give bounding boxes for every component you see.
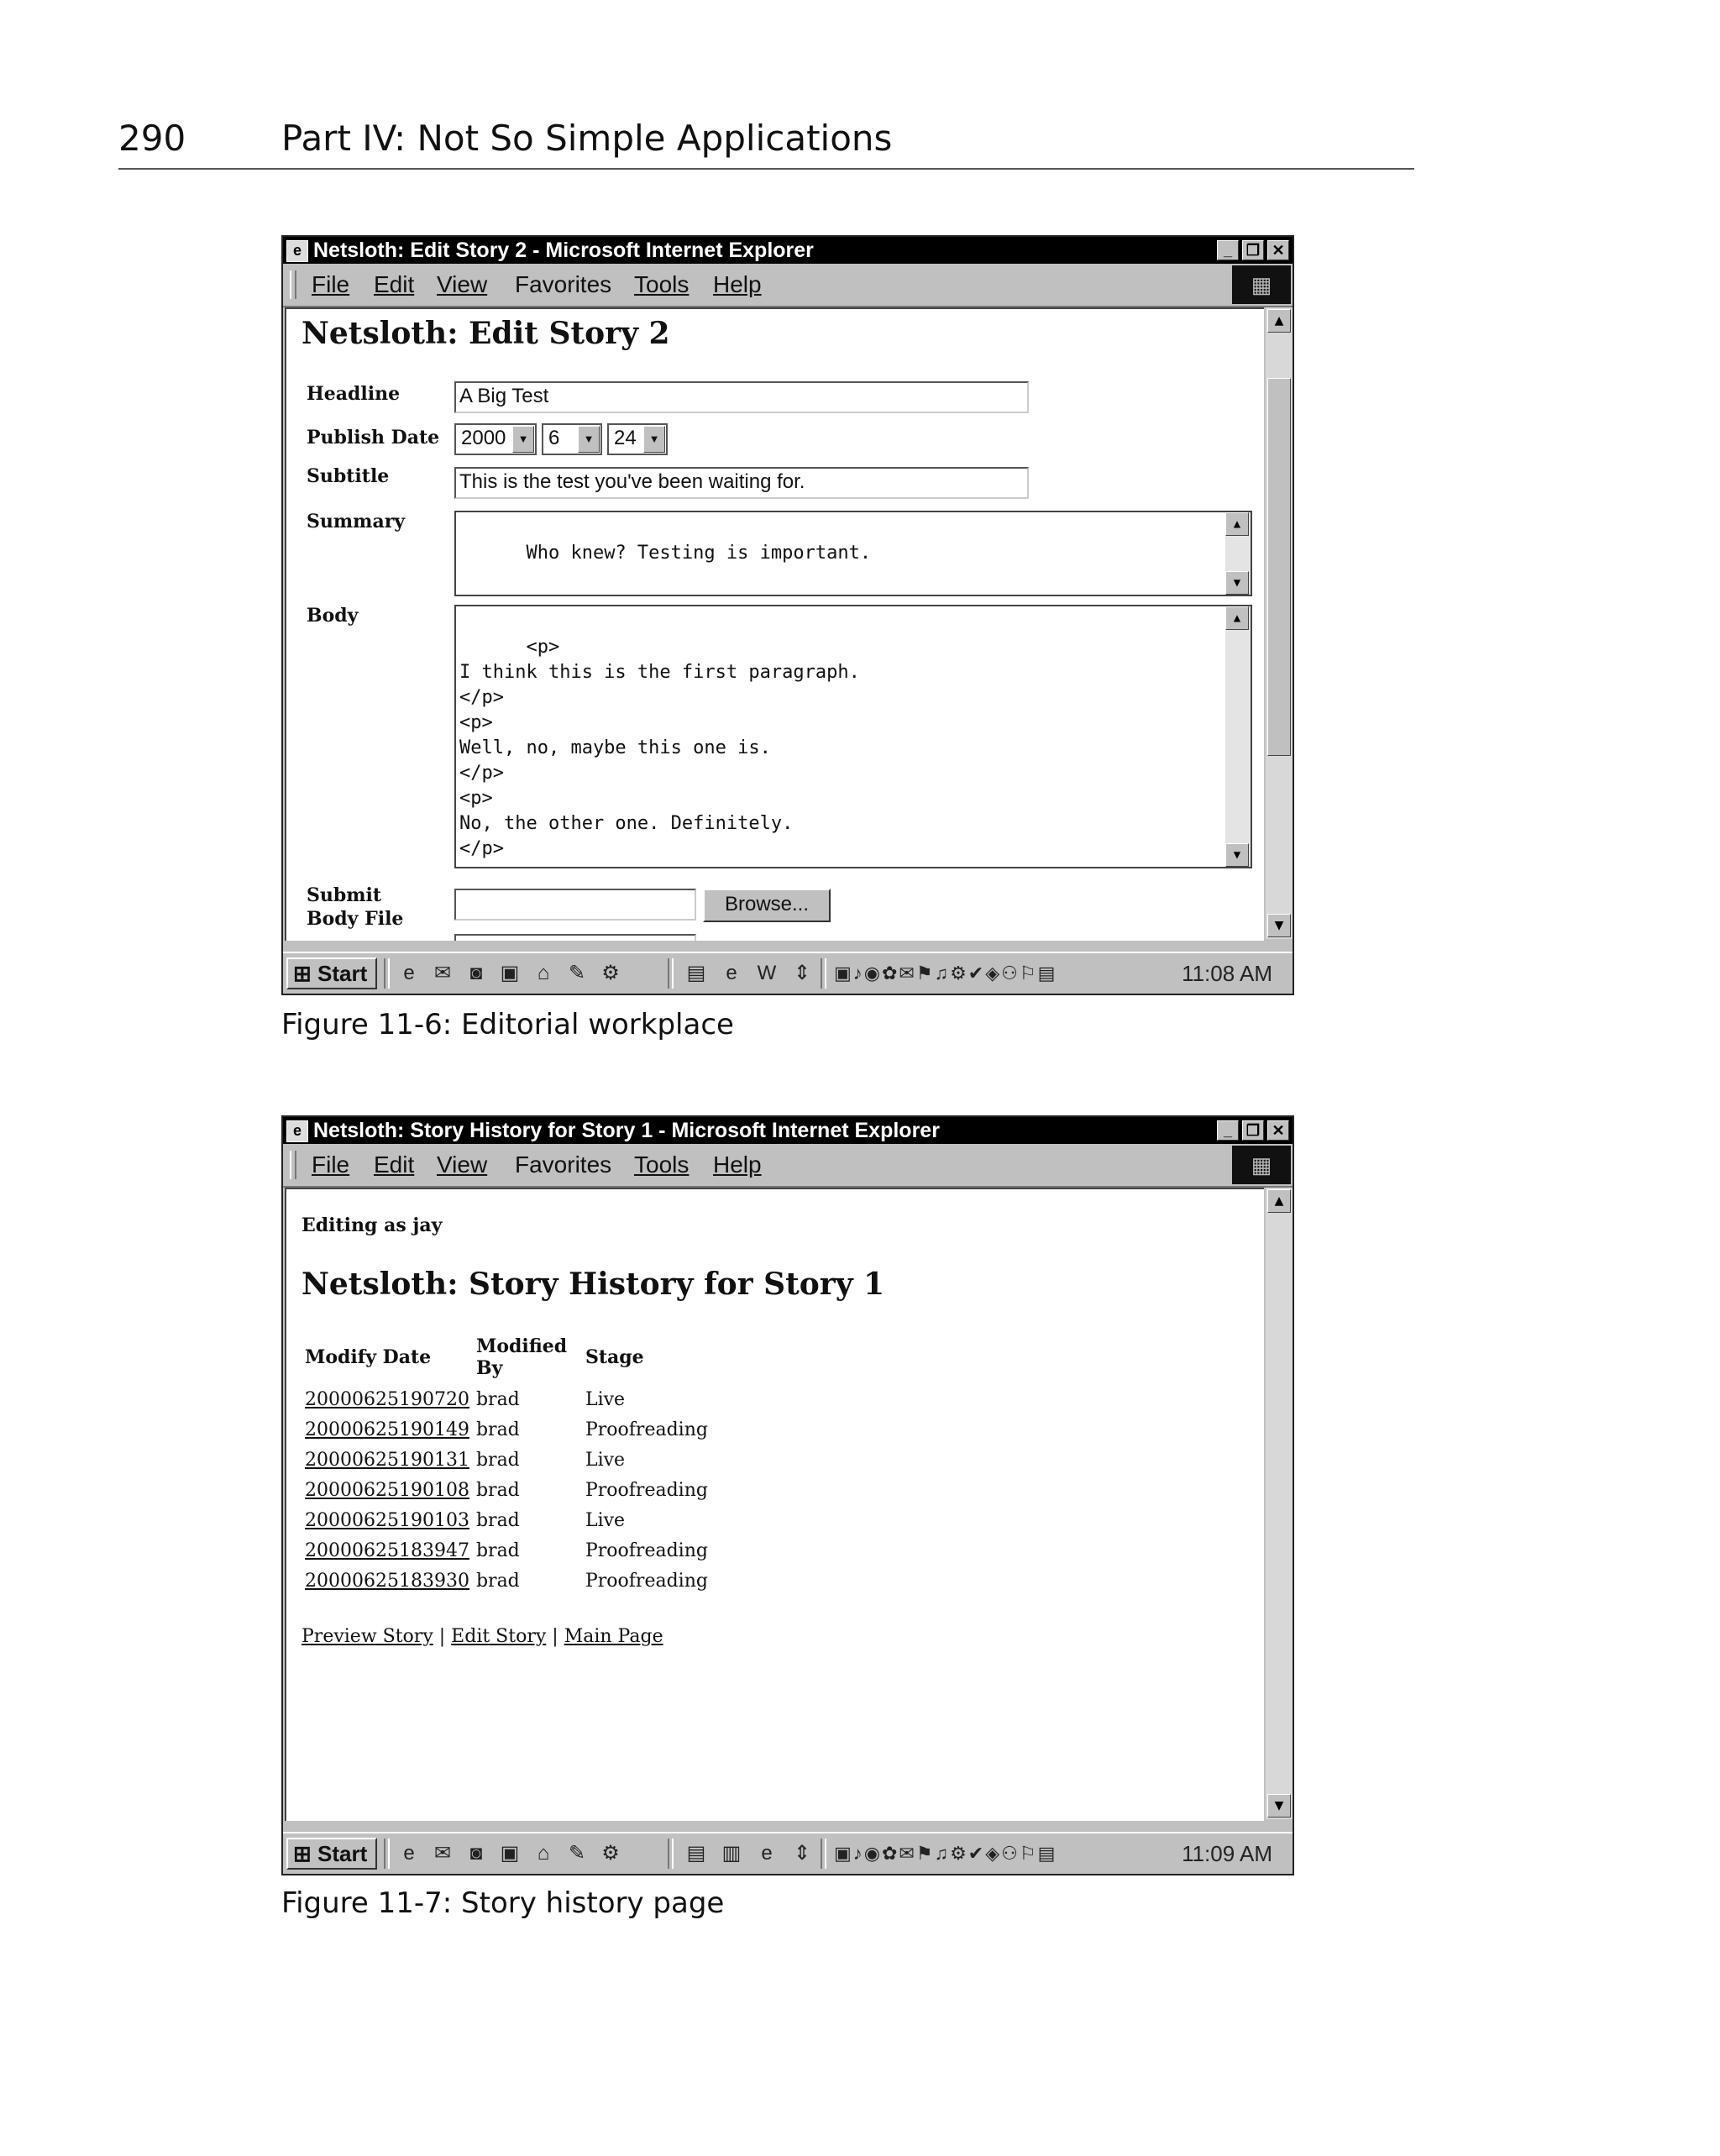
ie-icon: e: [286, 1120, 308, 1142]
desktop-icon[interactable]: ◙: [469, 962, 483, 984]
stage-cell: Proofreading: [585, 1419, 708, 1440]
menu-view[interactable]: View: [437, 271, 488, 297]
menu-view[interactable]: View: [437, 1151, 488, 1178]
task-window-icon[interactable]: ▤: [686, 1842, 706, 1865]
figure-caption-11-7: Figure 11-7: Story history page: [281, 1886, 725, 1920]
desktop-icon[interactable]: ◙: [469, 1842, 483, 1865]
page-heading: Netsloth: Edit Story 2: [302, 316, 670, 351]
title-bar: [283, 1117, 1293, 1144]
stage-cell: Live: [585, 1509, 626, 1531]
stage-cell: Live: [585, 1388, 626, 1410]
outlook-icon[interactable]: ✉: [433, 1842, 452, 1865]
tray-icons[interactable]: ▣♪◉✿✉⚑♫⚙✔◈⚇⚐▤: [834, 963, 1057, 984]
explorer-icon[interactable]: ⌂: [537, 1842, 550, 1865]
page-content: [285, 307, 1264, 941]
taskbar-separator: [668, 1839, 674, 1869]
task-scroll-icon[interactable]: ⇕: [793, 962, 811, 984]
page-content: [285, 1188, 1264, 1821]
figure-caption-11-6: Figure 11-6: Editorial workplace: [281, 1008, 734, 1041]
tools-icon[interactable]: ⚙: [601, 962, 620, 984]
taskbar-separator: [384, 1839, 390, 1869]
month-value: 6: [548, 427, 560, 449]
subtitle-input[interactable]: This is the test you've been waiting for.: [454, 467, 1029, 499]
close-icon[interactable]: ✕: [1267, 240, 1289, 260]
chevron-down-icon[interactable]: ▼: [578, 426, 600, 453]
windows-logo-icon: ⊞: [293, 1841, 312, 1866]
menu-tools[interactable]: Tools: [634, 271, 690, 297]
page-number: 290: [118, 118, 186, 159]
browser-window-edit-story: [281, 235, 1294, 995]
stage-cell: Proofreading: [585, 1479, 708, 1501]
clock: 11:08 AM: [1182, 961, 1272, 986]
version-link[interactable]: 20000625190108: [305, 1479, 469, 1501]
scroll-up-icon[interactable]: ▲: [1225, 512, 1249, 536]
window-title: Netsloth: Story History for Story 1 - Microsoft Internet Explorer: [313, 1119, 940, 1142]
edit-icon[interactable]: ✎: [568, 1842, 586, 1865]
scroll-thumb[interactable]: [1267, 378, 1291, 756]
ie-icon[interactable]: e: [403, 1842, 415, 1865]
chevron-down-icon[interactable]: ▼: [512, 426, 534, 453]
col-modified-by: Modified By: [475, 1335, 568, 1379]
version-link[interactable]: 20000625190149: [305, 1419, 469, 1440]
label-publish-date: Publish Date: [307, 427, 440, 449]
edit-story-link[interactable]: Edit Story: [451, 1626, 547, 1647]
menu-bar: [283, 264, 1293, 307]
body-textarea[interactable]: [454, 605, 1252, 868]
table-row: [305, 1384, 715, 1414]
year-select[interactable]: [454, 423, 537, 455]
menu-tools[interactable]: Tools: [634, 1151, 690, 1178]
modified-by-cell: brad: [475, 1419, 520, 1440]
window-title: Netsloth: Edit Story 2 - Microsoft Internet Explorer: [313, 239, 814, 262]
restore-icon[interactable]: ❐: [1242, 240, 1264, 260]
start-button[interactable]: ⊞ Start: [286, 1838, 377, 1870]
headline-input[interactable]: A Big Test: [454, 381, 1029, 413]
task-ie-icon[interactable]: e: [761, 1842, 773, 1865]
table-row: [305, 1475, 715, 1505]
modified-by-cell: brad: [475, 1388, 520, 1410]
scroll-down-icon[interactable]: ▼: [1267, 914, 1291, 937]
menu-help[interactable]: Help: [713, 1151, 762, 1178]
outlook-icon[interactable]: ✉: [433, 962, 452, 984]
tray-icons[interactable]: ▣♪◉✿✉⚑♫⚙✔◈⚇⚐▤: [834, 1843, 1057, 1864]
windows-logo-icon: ▦: [1232, 1146, 1291, 1184]
taskbar-separator: [821, 1839, 826, 1869]
task-ie-icon[interactable]: e: [726, 962, 737, 984]
edit-icon[interactable]: ✎: [568, 962, 586, 984]
version-link[interactable]: 20000625190103: [305, 1509, 469, 1531]
version-link[interactable]: 20000625183930: [305, 1570, 469, 1592]
explorer-icon[interactable]: ⌂: [537, 962, 550, 984]
minimize-icon[interactable]: _: [1217, 1120, 1239, 1141]
label-summary: Summary: [307, 511, 406, 532]
windows-logo-icon: ⊞: [293, 961, 312, 986]
task-notes-icon[interactable]: ▥: [721, 1842, 742, 1865]
close-icon[interactable]: ✕: [1267, 1120, 1289, 1141]
monitor-icon[interactable]: ▣: [500, 962, 520, 984]
menu-edit[interactable]: Edit: [374, 1151, 415, 1178]
scroll-up-icon[interactable]: ▲: [1225, 606, 1249, 630]
stage-cell: Live: [585, 1449, 626, 1471]
scroll-down-icon[interactable]: ▼: [1267, 1794, 1291, 1818]
scroll-up-icon[interactable]: ▲: [1267, 1189, 1291, 1213]
task-window-icon[interactable]: ▤: [686, 962, 706, 984]
label-headline: Headline: [307, 383, 401, 405]
menu-favorites[interactable]: Favorites: [515, 271, 612, 297]
label-subtitle: Subtitle: [307, 465, 390, 487]
menu-file[interactable]: File: [312, 271, 350, 297]
page-heading: Netsloth: Story History for Story 1: [302, 1267, 885, 1302]
version-link[interactable]: 20000625190131: [305, 1449, 469, 1471]
table-row: [305, 1535, 715, 1566]
stage-cell: Proofreading: [585, 1570, 708, 1592]
browser-window-story-history: [281, 1115, 1294, 1875]
menu-favorites[interactable]: Favorites: [515, 1151, 612, 1178]
next-field-input[interactable]: [454, 934, 696, 941]
taskbar-separator: [821, 958, 826, 989]
link-separator: |: [552, 1626, 558, 1647]
version-link[interactable]: 20000625190720: [305, 1388, 469, 1410]
table-row: [305, 1414, 715, 1445]
page-scrollbar[interactable]: [1266, 307, 1293, 939]
page-scrollbar[interactable]: [1266, 1188, 1293, 1819]
toolbar-grip: [290, 270, 296, 299]
modified-by-cell: brad: [475, 1509, 520, 1531]
file-path-input[interactable]: [454, 889, 696, 921]
restore-icon[interactable]: ❐: [1242, 1120, 1264, 1141]
modified-by-cell: brad: [475, 1570, 520, 1592]
day-select[interactable]: [607, 423, 668, 455]
menu-file[interactable]: File: [312, 1151, 350, 1178]
year-value: 2000: [461, 427, 506, 449]
taskbar-separator: [384, 958, 390, 989]
main-page-link[interactable]: Main Page: [564, 1626, 663, 1647]
windows-logo-icon: ▦: [1232, 265, 1291, 304]
chevron-down-icon[interactable]: ▼: [643, 426, 665, 453]
title-bar: [283, 237, 1293, 264]
browse-button[interactable]: Browse...: [703, 889, 831, 922]
editing-as-label: Editing as jay: [302, 1214, 443, 1236]
modified-by-cell: brad: [475, 1540, 520, 1561]
table-row: [305, 1566, 715, 1596]
start-button[interactable]: ⊞ Start: [286, 957, 377, 989]
link-separator: |: [438, 1626, 446, 1647]
footer-links: [302, 1626, 663, 1647]
task-word-icon[interactable]: W: [757, 962, 777, 984]
month-select[interactable]: [542, 423, 602, 455]
label-submit-body-file: Submit Body File: [307, 884, 404, 930]
body-scrollbar[interactable]: [1225, 606, 1251, 867]
clock: 11:09 AM: [1182, 1841, 1272, 1866]
taskbar-separator: [668, 958, 674, 989]
table-row: [305, 1505, 715, 1535]
day-value: 24: [614, 427, 637, 449]
table-row: [305, 1445, 715, 1475]
tools-icon[interactable]: ⚙: [601, 1842, 620, 1865]
toolbar-grip: [290, 1151, 296, 1179]
version-link[interactable]: 20000625183947: [305, 1540, 469, 1561]
minimize-icon[interactable]: _: [1217, 240, 1239, 260]
history-table: [305, 1335, 715, 1596]
task-scroll-icon[interactable]: ⇕: [793, 1842, 811, 1865]
summary-text: Who knew? Testing is important.: [526, 543, 872, 564]
body-text: <p> I think this is the first paragraph. </p> <p> Well, no, maybe this one is. </p> <p> No, the other one. Definitely. </p>: [459, 637, 860, 859]
table-header-row: [305, 1335, 715, 1384]
monitor-icon[interactable]: ▣: [500, 1842, 520, 1865]
summary-scrollbar[interactable]: [1225, 512, 1251, 595]
modified-by-cell: brad: [475, 1479, 520, 1501]
header-rule: [118, 168, 1414, 170]
taskbar: [283, 952, 1293, 994]
menu-edit[interactable]: Edit: [374, 271, 415, 297]
running-head: Part IV: Not So Simple Applications: [281, 118, 893, 159]
menu-help[interactable]: Help: [713, 271, 762, 297]
ie-icon[interactable]: e: [403, 962, 415, 984]
col-stage: Stage: [585, 1346, 644, 1368]
scroll-down-icon[interactable]: ▼: [1225, 571, 1249, 595]
taskbar: [283, 1832, 1293, 1874]
stage-cell: Proofreading: [585, 1540, 708, 1561]
preview-story-link[interactable]: Preview Story: [302, 1626, 433, 1647]
scroll-up-icon[interactable]: ▲: [1267, 309, 1291, 333]
scroll-down-icon[interactable]: ▼: [1225, 843, 1249, 867]
menu-bar: [283, 1144, 1293, 1188]
col-modify-date: Modify Date: [305, 1346, 432, 1368]
label-body: Body: [307, 605, 359, 627]
ie-icon: e: [286, 240, 308, 262]
modified-by-cell: brad: [475, 1449, 520, 1471]
summary-textarea[interactable]: [454, 511, 1252, 596]
